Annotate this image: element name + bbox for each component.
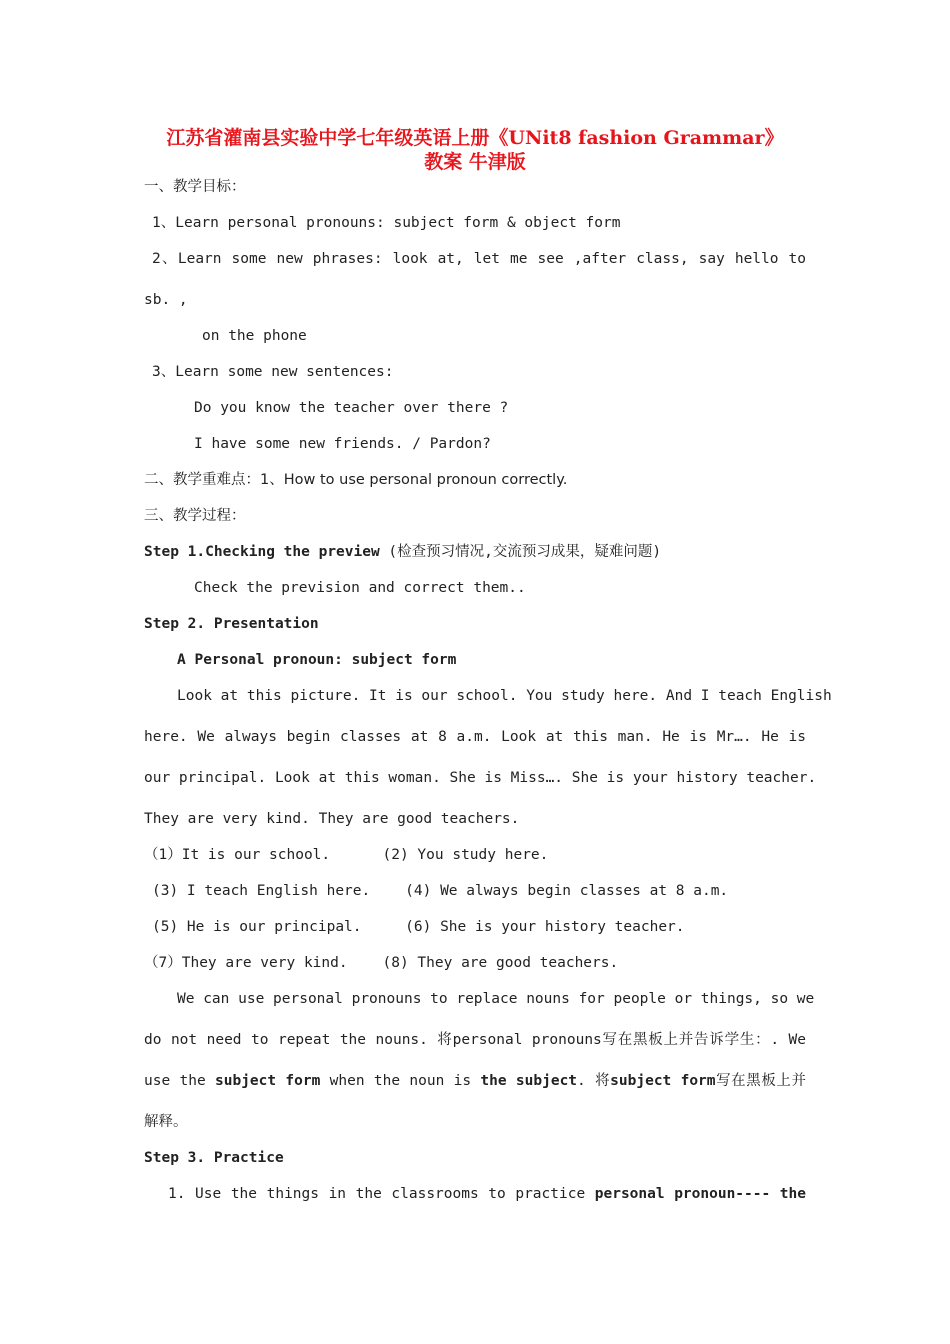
step2-paragraph-line1: Look at this picture. It is our school. You study here. And I teach English (177, 688, 832, 704)
bold-term: subject form (215, 1073, 321, 1089)
step2-paragraph-line4: They are very kind. They are good teachers. (144, 811, 520, 827)
bold-term: the subject (480, 1073, 578, 1089)
section2-heading: 二、教学重难点：1、How to use personal pronoun correctly. (144, 472, 568, 488)
step1-title: Step 1.Checking the preview (144, 544, 380, 560)
section1-heading: 一、教学目标： (144, 179, 246, 195)
step2-subtitle: A Personal pronoun: subject form (177, 652, 457, 668)
text-run: use the (144, 1073, 216, 1089)
document-title-line1: 江苏省灌南县实验中学七年级英语上册《UNit8 fashion Grammar》 (166, 127, 784, 149)
sentence-2: I have some new friends. / Pardon? (194, 436, 491, 452)
sentence-1: Do you know the teacher over there ? (194, 400, 509, 416)
step3-title: Step 3. Practice (144, 1150, 284, 1166)
step2-paragraph-line2: here. We always begin classes at 8 a.m. Look at this man. He is Mr…. He is (144, 729, 806, 745)
text-run: 1. Use the things in the classrooms to practice (168, 1186, 595, 1202)
explanation-line3 (144, 1071, 806, 1091)
text-run: 写在黑板上并 (715, 1073, 807, 1089)
example-row-2: (3) I teach English here. (4) We always begin classes at 8 a.m. (152, 883, 729, 899)
step1-text: Check the prevision and correct them.. (194, 580, 526, 596)
bold-term: personal pronoun---- the (594, 1186, 806, 1202)
goal-2-line3: on the phone (202, 328, 307, 344)
step3-item1 (168, 1184, 806, 1204)
goal-3: 3、Learn some new sentences: (152, 364, 394, 380)
step1-note: (检查预习情况,交流预习成果，疑难问题) (379, 544, 662, 560)
goal-2-line2: sb. , (144, 292, 188, 308)
bold-term: subject form (610, 1073, 716, 1089)
explanation-line1: We can use personal pronouns to replace nouns for people or things, so we (177, 991, 815, 1007)
goal-2-line1: 2、Learn some new phrases: look at, let me see ,after class, say hello to (152, 251, 806, 267)
example-row-4: （7）They are very kind. (8) They are good teachers. (144, 955, 619, 971)
example-row-1: （1）It is our school. (2) You study here. (144, 847, 549, 863)
goal-1: 1、Learn personal pronouns: subject form & object form (152, 215, 621, 231)
step2-paragraph-line3: our principal. Look at this woman. She is Miss…. She is your history teacher. (144, 770, 817, 786)
section3-heading: 三、教学过程： (144, 508, 246, 524)
step1-heading (144, 542, 661, 562)
text-run: . 将 (577, 1073, 611, 1089)
text-run: when the noun is (320, 1073, 481, 1089)
step2-title: Step 2. Presentation (144, 616, 319, 632)
document-title-line2: 教案 牛津版 (424, 151, 526, 173)
explanation-line4: 解释。 (144, 1114, 188, 1130)
example-row-3: (5) He is our principal. (6) She is your history teacher. (152, 919, 685, 935)
explanation-line2: do not need to repeat the nouns. 将personal pronouns写在黑板上并告诉学生：. We (144, 1032, 806, 1048)
